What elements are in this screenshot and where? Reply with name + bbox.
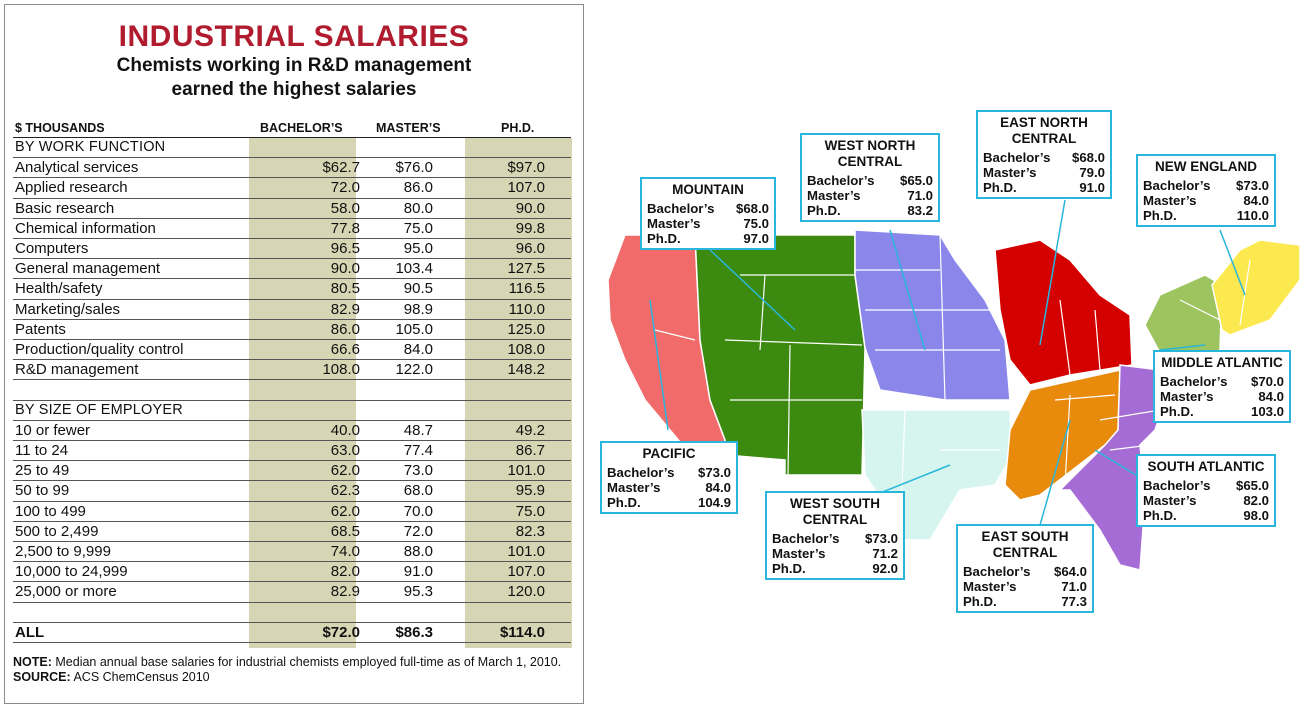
table-row bbox=[13, 320, 571, 340]
row-value-phd: 116.5 bbox=[508, 280, 545, 298]
row-value-bachelors: $62.7 bbox=[322, 159, 360, 177]
callout-line bbox=[983, 180, 1105, 195]
callout-line bbox=[1143, 178, 1269, 193]
callout-line bbox=[963, 594, 1087, 609]
degree-label: Bachelor’s bbox=[1143, 178, 1211, 193]
region-shape-east-north-central bbox=[995, 240, 1132, 385]
region-name: MOUNTAIN bbox=[672, 182, 744, 197]
region-name: EAST NORTH CENTRAL bbox=[1000, 115, 1088, 146]
salary-table-panel bbox=[4, 4, 584, 704]
salary-value: 83.2 bbox=[907, 203, 933, 218]
callout-line bbox=[1143, 493, 1269, 508]
salary-value: 84.0 bbox=[705, 480, 731, 495]
row-value-masters: 90.5 bbox=[403, 280, 433, 298]
salary-value: 71.0 bbox=[1061, 579, 1087, 594]
row-value-masters: 84.0 bbox=[403, 341, 433, 358]
row-value-masters: 68.0 bbox=[403, 482, 433, 500]
table-row bbox=[13, 481, 571, 501]
row-label: Health/safety bbox=[15, 280, 103, 298]
row-value-masters: 91.0 bbox=[403, 563, 433, 581]
salary-value: $73.0 bbox=[697, 465, 731, 480]
salary-value: $65.0 bbox=[1235, 478, 1269, 493]
section-header-employer-size bbox=[13, 401, 571, 421]
row-value-phd: 125.0 bbox=[507, 320, 545, 338]
table-row bbox=[13, 502, 571, 522]
salary-value: $65.0 bbox=[899, 173, 933, 188]
salary-value: $70.0 bbox=[1250, 374, 1284, 389]
row-value-phd: 127.5 bbox=[507, 260, 545, 278]
table-row bbox=[13, 219, 571, 239]
source-text: ACS ChemCensus 2010 bbox=[73, 670, 210, 684]
row-label: 500 to 2,499 bbox=[15, 522, 99, 540]
row-value-phd: 110.0 bbox=[508, 300, 545, 318]
salary-value: 110.0 bbox=[1236, 208, 1269, 223]
table-row bbox=[13, 582, 571, 602]
row-value-masters: 98.9 bbox=[403, 300, 433, 318]
table-row bbox=[13, 259, 571, 279]
row-value-phd: 108.0 bbox=[507, 341, 545, 358]
row-value-phd: 148.2 bbox=[507, 361, 545, 379]
degree-label: Ph.D. bbox=[983, 180, 1017, 195]
callout-line bbox=[1143, 478, 1269, 493]
row-value-masters: 72.0 bbox=[403, 522, 433, 540]
degree-label: Master’s bbox=[647, 216, 701, 231]
row-value-phd: 90.0 bbox=[515, 199, 545, 217]
row-value-masters: 80.0 bbox=[403, 199, 433, 217]
callout-line bbox=[807, 203, 933, 218]
region-callout-middle-atlantic bbox=[1153, 350, 1291, 423]
region-callout-east-north-central bbox=[976, 110, 1112, 199]
row-label: Computers bbox=[15, 240, 89, 257]
callout-line bbox=[647, 201, 769, 216]
row-value-masters: 122.0 bbox=[395, 361, 433, 379]
row-label: Production/quality control bbox=[15, 341, 184, 358]
degree-label: Master’s bbox=[1143, 493, 1197, 508]
table-subtitle-line1: Chemists working in R&D management bbox=[116, 55, 472, 76]
degree-label: Master’s bbox=[772, 546, 826, 561]
salary-value: 98.0 bbox=[1243, 508, 1269, 523]
degree-label: Ph.D. bbox=[772, 561, 806, 576]
degree-label: Bachelor’s bbox=[1143, 478, 1211, 493]
table-row bbox=[13, 522, 571, 542]
salary-value: $68.0 bbox=[1071, 150, 1105, 165]
row-value-bachelors: 82.9 bbox=[330, 583, 360, 601]
region-name: NEW ENGLAND bbox=[1155, 159, 1257, 174]
total-row bbox=[13, 623, 571, 643]
row-value-phd: 86.7 bbox=[515, 442, 545, 459]
region-callout-new-england bbox=[1136, 154, 1276, 227]
row-label: Basic research bbox=[15, 199, 115, 217]
row-value-bachelors: 62.0 bbox=[330, 462, 360, 480]
degree-label: Ph.D. bbox=[1143, 208, 1177, 223]
row-value-phd: 99.8 bbox=[515, 219, 545, 237]
row-label: Marketing/sales bbox=[15, 300, 121, 318]
row-value-bachelors: 62.0 bbox=[330, 502, 360, 520]
row-value-masters: 95.0 bbox=[403, 240, 433, 257]
section-header-work-function bbox=[13, 138, 571, 158]
degree-label: Master’s bbox=[983, 165, 1037, 180]
degree-label: Bachelor’s bbox=[647, 201, 715, 216]
row-label: 2,500 to 9,999 bbox=[15, 543, 111, 560]
row-value-phd: 107.0 bbox=[507, 179, 545, 197]
row-value-phd: 101.0 bbox=[507, 543, 545, 560]
row-label: 11 to 24 bbox=[15, 442, 69, 459]
row-value-phd: $97.0 bbox=[507, 159, 545, 177]
region-name: WEST NORTH CENTRAL bbox=[824, 138, 916, 169]
table-subtitle bbox=[5, 54, 583, 102]
row-value-bachelors: 40.0 bbox=[330, 421, 360, 439]
callout-line bbox=[807, 173, 933, 188]
region-callout-west-north-central bbox=[800, 133, 940, 222]
degree-label: Master’s bbox=[1143, 193, 1197, 208]
region-callout-mountain bbox=[640, 177, 776, 250]
degree-label: Ph.D. bbox=[647, 231, 681, 246]
table-row bbox=[13, 300, 571, 320]
row-label: 10 or fewer bbox=[15, 421, 91, 439]
degree-label: Bachelor’s bbox=[807, 173, 875, 188]
region-shape-middle-atlantic bbox=[1145, 275, 1222, 362]
degree-label: Ph.D. bbox=[1143, 508, 1177, 523]
row-label: Applied research bbox=[15, 179, 128, 197]
row-value-bachelors: 82.0 bbox=[330, 563, 360, 581]
callout-line bbox=[607, 495, 731, 510]
row-value-masters: 95.3 bbox=[403, 583, 433, 601]
row-value-masters: 105.0 bbox=[395, 320, 433, 338]
column-header-bachelors: BACHELOR’S bbox=[260, 121, 343, 135]
table-row bbox=[13, 279, 571, 299]
degree-label: Ph.D. bbox=[963, 594, 997, 609]
callout-line bbox=[647, 231, 769, 246]
salary-value: $73.0 bbox=[864, 531, 898, 546]
salary-value: 104.9 bbox=[697, 495, 731, 510]
degree-label: Master’s bbox=[1160, 389, 1214, 404]
row-value-masters: 70.0 bbox=[403, 502, 433, 520]
callout-line bbox=[1143, 208, 1269, 223]
callout-line bbox=[607, 480, 731, 495]
callout-line bbox=[963, 579, 1087, 594]
column-header-phd: PH.D. bbox=[501, 121, 535, 135]
row-value-masters: 73.0 bbox=[403, 462, 433, 480]
salary-value: 77.3 bbox=[1061, 594, 1087, 609]
salary-value: 71.2 bbox=[872, 546, 898, 561]
table-row bbox=[13, 178, 571, 198]
region-name: EAST SOUTH CENTRAL bbox=[981, 529, 1069, 560]
region-callout-east-south-central bbox=[956, 524, 1094, 613]
row-value-bachelors: 86.0 bbox=[330, 320, 360, 338]
row-label: Analytical services bbox=[15, 159, 139, 177]
salary-value: 75.0 bbox=[743, 216, 769, 231]
row-value-bachelors: 62.3 bbox=[330, 482, 360, 500]
region-name: SOUTH ATLANTIC bbox=[1147, 459, 1265, 474]
degree-label: Ph.D. bbox=[1160, 404, 1194, 419]
callout-line bbox=[772, 546, 898, 561]
row-value-bachelors: 108.0 bbox=[322, 361, 360, 379]
column-header-masters: MASTER’S bbox=[376, 121, 441, 135]
table-row bbox=[13, 562, 571, 582]
row-value-masters: $76.0 bbox=[395, 159, 433, 177]
callout-line bbox=[983, 165, 1105, 180]
salary-value: $73.0 bbox=[1235, 178, 1269, 193]
row-value-masters: 88.0 bbox=[403, 543, 433, 560]
row-value-phd: $114.0 bbox=[499, 623, 545, 641]
degree-label: Ph.D. bbox=[607, 495, 641, 510]
row-value-bachelors: 72.0 bbox=[330, 179, 360, 197]
table-row bbox=[13, 421, 571, 441]
source-label: SOURCE: bbox=[13, 670, 71, 684]
row-label: BY WORK FUNCTION bbox=[15, 139, 166, 155]
salary-value: 84.0 bbox=[1243, 193, 1269, 208]
region-shape-west-north-central bbox=[855, 230, 1010, 400]
degree-label: Bachelor’s bbox=[963, 564, 1031, 579]
degree-label: Bachelor’s bbox=[772, 531, 840, 546]
salary-value: $68.0 bbox=[735, 201, 769, 216]
row-value-phd: 101.0 bbox=[507, 462, 545, 480]
row-value-bachelors: 80.5 bbox=[330, 280, 360, 298]
callout-line bbox=[1160, 374, 1284, 389]
table-row bbox=[13, 199, 571, 219]
table-row bbox=[13, 461, 571, 481]
row-label: 25 to 49 bbox=[15, 462, 70, 480]
row-value-masters: 77.4 bbox=[403, 442, 433, 459]
table-title: INDUSTRIAL SALARIES bbox=[118, 20, 470, 53]
callout-line bbox=[1160, 404, 1284, 419]
degree-label: Bachelor’s bbox=[983, 150, 1051, 165]
row-value-masters: 48.7 bbox=[403, 421, 433, 439]
note-label: NOTE: bbox=[13, 655, 52, 669]
row-value-bachelors: 66.6 bbox=[330, 341, 360, 358]
salary-value: 71.0 bbox=[907, 188, 933, 203]
salary-value: 97.0 bbox=[743, 231, 769, 246]
table-row bbox=[13, 340, 571, 360]
row-label: 25,000 or more bbox=[15, 583, 117, 601]
row-value-bachelors: $72.0 bbox=[322, 623, 360, 641]
table-header-row bbox=[13, 119, 571, 138]
region-callout-south-atlantic bbox=[1136, 454, 1276, 527]
salary-value: 91.0 bbox=[1079, 180, 1105, 195]
note-text: Median annual base salaries for industrial chemists employed full-time as of March 1, 2010. bbox=[55, 655, 562, 669]
row-value-bachelors: 68.5 bbox=[330, 522, 360, 540]
callout-line bbox=[807, 188, 933, 203]
callout-line bbox=[772, 561, 898, 576]
region-name: MIDDLE ATLANTIC bbox=[1161, 355, 1283, 370]
row-label: Patents bbox=[15, 320, 66, 338]
degree-label: Bachelor’s bbox=[1160, 374, 1228, 389]
row-value-phd: 75.0 bbox=[515, 502, 545, 520]
callout-line bbox=[983, 150, 1105, 165]
region-name: WEST SOUTH CENTRAL bbox=[790, 496, 880, 527]
row-value-bachelors: 77.8 bbox=[330, 219, 360, 237]
row-value-bachelors: 82.9 bbox=[330, 300, 360, 318]
salary-value: $64.0 bbox=[1053, 564, 1087, 579]
row-value-masters: 86.0 bbox=[403, 179, 433, 197]
table-row bbox=[13, 360, 571, 380]
callout-line bbox=[772, 531, 898, 546]
row-value-phd: 107.0 bbox=[507, 563, 545, 581]
row-value-masters: $86.3 bbox=[395, 623, 433, 641]
row-value-bachelors: 63.0 bbox=[330, 442, 360, 459]
region-name: PACIFIC bbox=[642, 446, 696, 461]
region-callout-west-south-central bbox=[765, 491, 905, 580]
salary-value: 82.0 bbox=[1243, 493, 1269, 508]
row-label: General management bbox=[15, 260, 161, 278]
table-note bbox=[13, 655, 573, 685]
row-label: Chemical information bbox=[15, 219, 156, 237]
table-row bbox=[13, 542, 571, 562]
row-value-masters: 75.0 bbox=[403, 219, 433, 237]
callout-line bbox=[963, 564, 1087, 579]
salary-value: 103.0 bbox=[1250, 404, 1284, 419]
salary-value: 84.0 bbox=[1258, 389, 1284, 404]
row-value-phd: 49.2 bbox=[515, 421, 545, 439]
degree-label: Ph.D. bbox=[807, 203, 841, 218]
row-label: ALL bbox=[15, 623, 45, 641]
row-value-masters: 103.4 bbox=[395, 260, 433, 278]
row-value-phd: 95.9 bbox=[515, 482, 545, 500]
row-value-bachelors: 90.0 bbox=[330, 260, 360, 278]
row-label: BY SIZE OF EMPLOYER bbox=[15, 401, 183, 418]
row-value-phd: 120.0 bbox=[507, 583, 545, 601]
row-value-phd: 96.0 bbox=[515, 240, 545, 257]
row-value-bachelors: 74.0 bbox=[330, 543, 360, 560]
degree-label: Master’s bbox=[607, 480, 661, 495]
table-row bbox=[13, 158, 571, 178]
degree-label: Bachelor’s bbox=[607, 465, 675, 480]
row-value-bachelors: 58.0 bbox=[330, 199, 360, 217]
row-label: 100 to 499 bbox=[15, 502, 86, 520]
regional-salary-map bbox=[600, 100, 1303, 620]
callout-line bbox=[647, 216, 769, 231]
unit-header: $ THOUSANDS bbox=[15, 121, 105, 135]
region-shape-new-england bbox=[1212, 240, 1300, 335]
callout-line bbox=[1143, 193, 1269, 208]
table-row bbox=[13, 239, 571, 259]
row-label: 50 to 99 bbox=[15, 482, 70, 500]
table-row bbox=[13, 441, 571, 461]
salary-value: 92.0 bbox=[872, 561, 898, 576]
degree-label: Master’s bbox=[807, 188, 861, 203]
row-value-bachelors: 96.5 bbox=[330, 240, 360, 257]
degree-label: Master’s bbox=[963, 579, 1017, 594]
callout-line bbox=[607, 465, 731, 480]
row-label: 10,000 to 24,999 bbox=[15, 563, 128, 581]
callout-line bbox=[1143, 508, 1269, 523]
spacer-row bbox=[13, 603, 571, 623]
callout-line bbox=[1160, 389, 1284, 404]
row-label: R&D management bbox=[15, 361, 139, 379]
row-value-phd: 82.3 bbox=[515, 522, 545, 540]
spacer-row bbox=[13, 380, 571, 400]
region-callout-pacific bbox=[600, 441, 738, 514]
salary-value: 79.0 bbox=[1079, 165, 1105, 180]
table-subtitle-line2: earned the highest salaries bbox=[171, 79, 417, 100]
